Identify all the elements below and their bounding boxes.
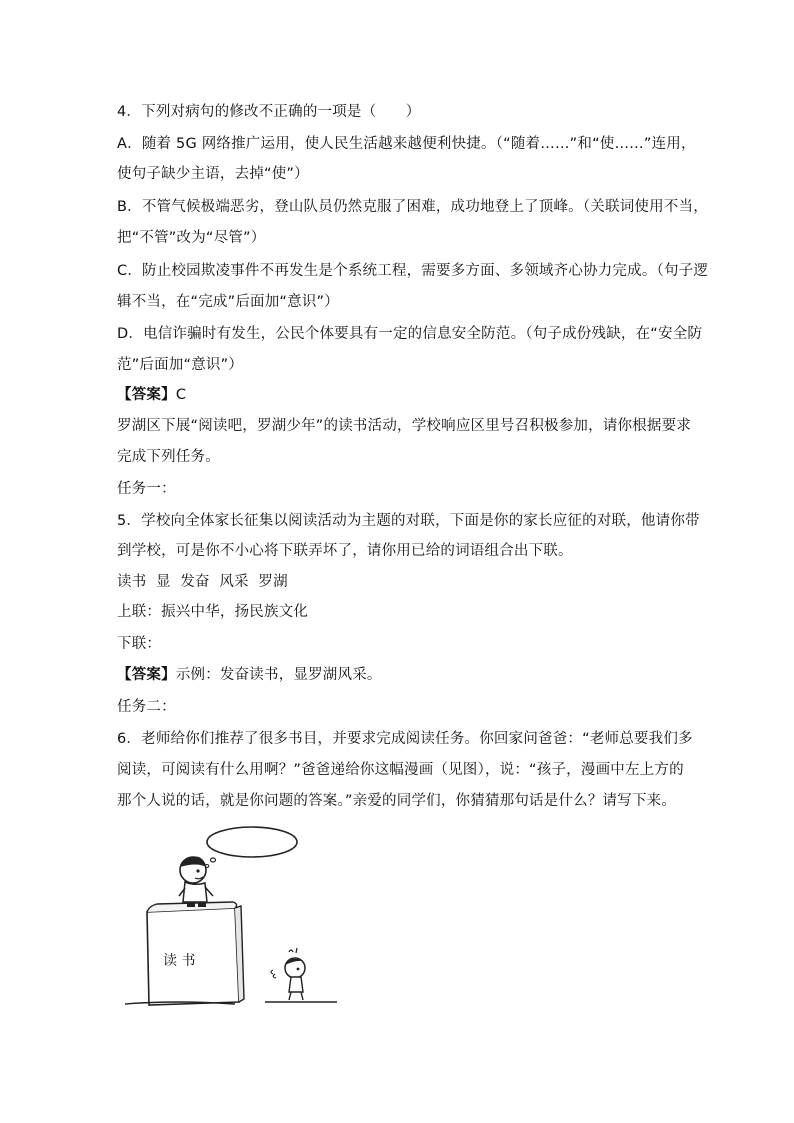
small-person-icon bbox=[271, 948, 305, 1000]
tall-person-icon bbox=[179, 856, 213, 907]
task-1-title: 任务一： bbox=[117, 481, 176, 497]
option-c-line-2: 辑不当，在“完成”后面加“意识”） bbox=[117, 294, 339, 310]
answer-label: 【答案】 bbox=[117, 667, 176, 683]
option-a-line-2: 使句子缺少主语，去掉“使”） bbox=[117, 166, 309, 182]
answer-value: 示例：发奋读书，显罗湖风采。 bbox=[175, 667, 382, 683]
upper-couplet: 上联：振兴中华，扬民族文化 bbox=[117, 604, 309, 620]
lower-couplet: 下联： bbox=[117, 636, 162, 652]
option-c-line-1: C．防止校园欺凌事件不再发生是个系统工程，需要多方面、多领域齐心协力完成。（句子逻 bbox=[117, 263, 709, 279]
question-5-line-1: 5．学校向全体家长征集以阅读活动为主题的对联，下面是你的家长应征的对联，他请你带 bbox=[117, 513, 700, 529]
question-4-answer bbox=[117, 385, 682, 405]
option-b-line-2: 把“不管”改为“尽管”） bbox=[117, 230, 266, 246]
question-6-line-1: 6．老师给你们推荐了很多书目，并要求完成阅读任务。你回家问爸爸：“老师总要我们多 bbox=[117, 731, 693, 747]
task-2-title: 任务二： bbox=[117, 699, 176, 715]
question-5-answer bbox=[117, 665, 682, 685]
given-words: 读书 显 发奋 风采 罗湖 bbox=[117, 574, 288, 590]
option-d-line-1: D．电信诈骗时有发生，公民个体要具有一定的信息安全防范。（句子成份残缺，在“安全防 bbox=[117, 326, 703, 342]
question-6-line-2: 阅读，可阅读有什么用啊？”爸爸递给你这幅漫画（见图），说：“孩子，漫画中左上方的 bbox=[117, 762, 684, 778]
book-label: 读 书 bbox=[163, 953, 196, 969]
option-b-line-1: B．不管气候极端恶劣，登山队员仍然克服了困难，成功地登上了顶峰。（关联词使用不当， bbox=[117, 199, 708, 215]
reading-cartoon bbox=[115, 822, 345, 1012]
option-d-line-2: 范”后面加“意识”） bbox=[117, 357, 244, 373]
option-a-line-1: A．随着 5G 网络推广运用，使人民生活越来越便利快捷。（“随着……”和“使……”连用， bbox=[117, 136, 696, 152]
question-6-line-3: 那个人说的话，就是你问题的答案。”亲爱的同学们，你猜猜那句话是什么？请写下来。 bbox=[117, 793, 677, 809]
speech-bubble bbox=[207, 827, 297, 857]
intro-line-1: 罗湖区下展“阅读吧，罗湖少年”的读书活动，学校响应区里号召积极参加，请你根据要求 bbox=[117, 418, 692, 434]
question-4-stem: 4．下列对病句的修改不正确的一项是（ ） bbox=[117, 104, 421, 120]
intro-line-2: 完成下列任务。 bbox=[117, 449, 220, 465]
question-5-line-2: 到学校，可是你不小心将下联弄坏了，请你用已给的词语组合出下联。 bbox=[117, 543, 573, 559]
answer-label: 【答案】 bbox=[117, 387, 176, 403]
answer-value: C bbox=[175, 387, 187, 403]
